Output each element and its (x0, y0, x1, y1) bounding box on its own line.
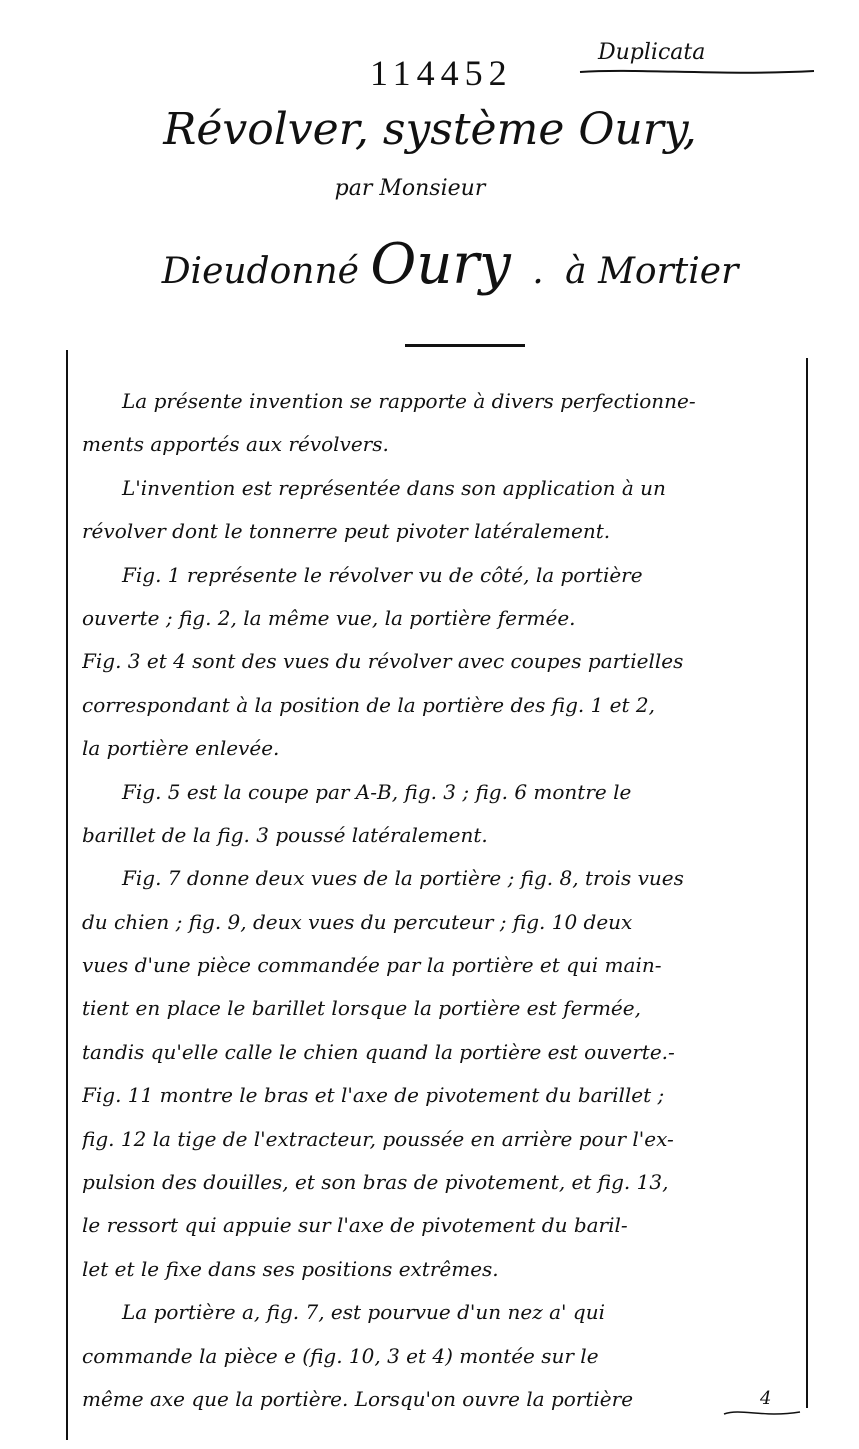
text-line: le ressort qui appuie sur l'axe de pivotement du baril- (82, 1213, 628, 1238)
document-title: Révolver, système Oury, (163, 104, 697, 155)
text-line: vues d'une pièce commandée par la portière et qui main- (82, 953, 662, 978)
inventor-surname: Oury (370, 232, 511, 297)
duplicata-stamp: Duplicata (598, 40, 706, 65)
stamp-underline (578, 66, 818, 78)
text-line: Fig. 1 représente le révolver vu de côté, la portière (122, 562, 643, 587)
text-line: du chien ; fig. 9, deux vues du percuteur ; fig. 10 deux (82, 909, 633, 934)
inventor-first-name: Dieudonné (161, 251, 359, 292)
text-line: La portière a, fig. 7, est pourvue d'un nez a' qui (122, 1300, 605, 1325)
text-line: pulsion des douilles, et son bras de pivotement, et fig. 13, (82, 1170, 669, 1195)
inventor-location: à Mortier (565, 251, 739, 292)
left-margin-line (66, 350, 68, 1440)
text-line: tandis qu'elle calle le chien quand la portière est ouverte.- (82, 1039, 675, 1064)
inventor-separator: . (532, 251, 544, 292)
text-line: Fig. 5 est la coupe par A-B, fig. 3 ; fig. 6 montre le (122, 779, 632, 804)
page-number: 4 (760, 1388, 772, 1409)
body-text (82, 380, 798, 1421)
text-line: Fig. 3 et 4 sont des vues du révolver avec coupes partielles (82, 649, 684, 674)
inventor-line (150, 232, 750, 297)
text-line: ments apportés aux révolvers. (82, 432, 389, 457)
text-line: let et le fixe dans ses positions extrêmes. (82, 1256, 499, 1281)
text-line: révolver dont le tonnerre peut pivoter latéralement. (82, 519, 611, 544)
page-mark-flourish (722, 1404, 802, 1420)
text-line: La présente invention se rapporte à divers perfectionne- (122, 389, 696, 413)
text-line: Fig. 11 montre le bras et l'axe de pivotement du barillet ; (82, 1083, 665, 1108)
patent-number: 114452 (370, 53, 513, 93)
text-line: fig. 12 la tige de l'extracteur, poussée en arrière pour l'ex- (82, 1126, 674, 1151)
text-line: barillet de la fig. 3 poussé latéralement. (82, 822, 488, 847)
title-divider (405, 344, 525, 347)
text-line: correspondant à la position de la portière des fig. 1 et 2, (82, 692, 655, 717)
text-line: L'invention est représentée dans son application à un (122, 475, 666, 500)
text-line: commande la pièce e (fig. 10, 3 et 4) montée sur le (82, 1343, 599, 1368)
text-line: la portière enlevée. (82, 736, 280, 761)
text-line: tient en place le barillet lorsque la portière est fermée, (82, 996, 641, 1021)
text-line: Fig. 7 donne deux vues de la portière ; fig. 8, trois vues (122, 866, 684, 891)
byline: par Monsieur (334, 176, 486, 201)
text-line: même axe que la portière. Lorsqu'on ouvre la portière (82, 1386, 634, 1411)
right-margin-line (806, 358, 808, 1408)
text-line: ouverte ; fig. 2, la même vue, la portière fermée. (82, 605, 576, 630)
